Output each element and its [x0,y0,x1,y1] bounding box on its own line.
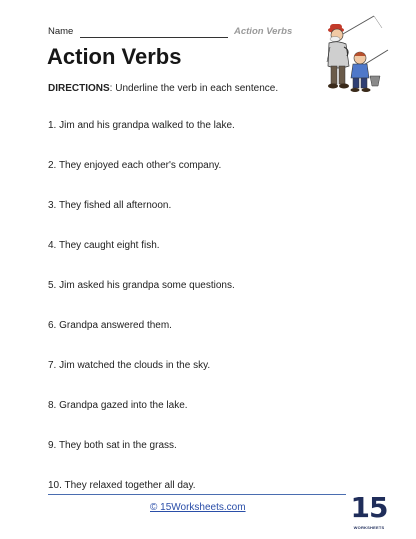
directions-text: : Underline the verb in each sentence. [109,83,279,94]
name-write-line [80,37,228,38]
sentence-item: 10. They relaxed together all day. [48,480,196,491]
directions-label: DIRECTIONS [48,83,110,94]
logo-word: WORKSHEETS [353,525,385,530]
directions [48,82,278,96]
15worksheets-logo [349,491,389,534]
sentence-item: 2. They enjoyed each other's company. [48,160,222,171]
logo-number: 15 [350,491,388,524]
copyright-link[interactable]: © 15Worksheets.com [150,502,246,513]
sentence-list [48,117,378,517]
sentence-item: 9. They both sat in the grass. [48,440,177,451]
sentence-item: 3. They fished all afternoon. [48,200,172,211]
name-row [48,26,293,40]
page-title: Action Verbs [47,44,182,69]
sentence-item: 8. Grandpa gazed into the lake. [48,400,188,411]
sentence-item: 1. Jim and his grandpa walked to the lake. [48,120,235,131]
footer-divider [48,494,346,495]
sentence-item: 6. Grandpa answered them. [48,320,172,331]
grandpa-and-boy-fishing-illustration [316,14,392,96]
name-label: Name [48,26,74,37]
sentence-item: 5. Jim asked his grandpa some questions. [48,280,235,291]
worksheet-topic-tag: Action Verbs [234,26,293,37]
sentence-item: 7. Jim watched the clouds in the sky. [48,360,211,371]
sentence-item: 4. They caught eight fish. [48,240,160,251]
